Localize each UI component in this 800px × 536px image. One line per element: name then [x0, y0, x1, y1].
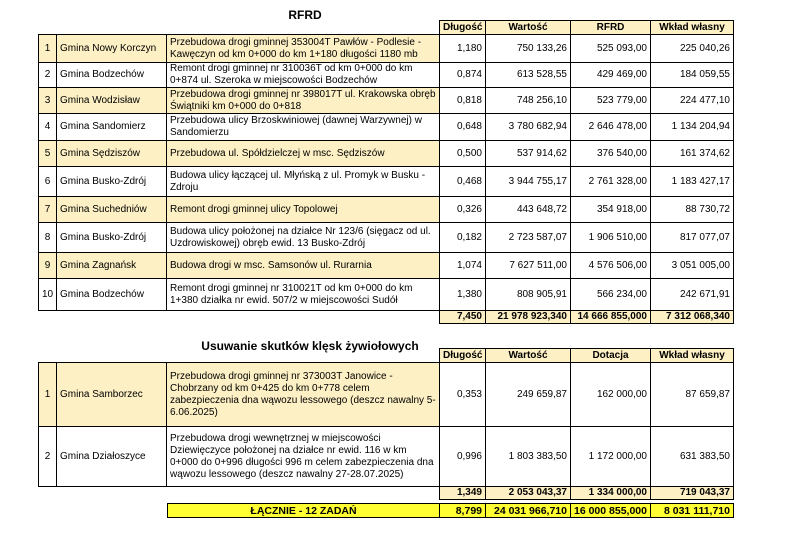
- task-description-cell: Budowa drogi w msc. Samsonów ul. Rurarnia: [167, 253, 440, 279]
- table-row: [39, 223, 734, 253]
- own-contribution-cell: 631 383,50: [651, 427, 734, 487]
- klesk-header-blank: [39, 349, 57, 363]
- klesk-total-blank: [57, 487, 167, 500]
- municipality-cell: Gmina Wodzisław: [57, 88, 167, 114]
- municipality-cell: Gmina Busko-Zdrój: [57, 223, 167, 253]
- rfrd-title: RFRD: [288, 8, 322, 22]
- klesk-header-row: [39, 349, 734, 363]
- rfrd-total-blank: [57, 311, 167, 324]
- grand-total-row: [168, 504, 734, 518]
- task-description-cell: Budowa ulicy łączącej ul. Młyńską z ul. Promyk w Busku - Zdroju: [167, 167, 440, 197]
- rfrd-header-blank: [39, 21, 57, 35]
- rfrd-table: [38, 20, 734, 324]
- task-description-cell: Przebudowa drogi gminnej nr 373003T Janowice - Chobrzany od km 0+425 do km 0+778 celem zabezpieczenia dna wąwozu lessowego (deszcz nawalny 5-6.06.2025): [167, 363, 440, 427]
- table-row: [39, 141, 734, 167]
- table-row: [39, 63, 734, 88]
- value-cell: 748 256,10: [486, 88, 571, 114]
- municipality-cell: Gmina Działoszyce: [57, 427, 167, 487]
- klesk-total-fund: 1 334 000,00: [571, 487, 651, 500]
- own-contribution-cell: 242 671,91: [651, 279, 734, 311]
- klesk-title: Usuwanie skutków klęsk żywiołowych: [201, 339, 419, 353]
- fund-cell: 4 576 506,00: [571, 253, 651, 279]
- row-number: 5: [39, 141, 57, 167]
- task-description-cell: Remont drogi gminnej nr 310036T od km 0+000 do km 0+874 ul. Szeroka w miejscowości Bodzechów: [167, 63, 440, 88]
- municipality-cell: Gmina Sandomierz: [57, 114, 167, 141]
- row-number: 1: [39, 35, 57, 63]
- length-cell: 0,353: [440, 363, 486, 427]
- length-cell: 0,468: [440, 167, 486, 197]
- value-cell: 537 914,62: [486, 141, 571, 167]
- own-contribution-cell: 87 659,87: [651, 363, 734, 427]
- value-cell: 443 648,72: [486, 197, 571, 223]
- row-number: 4: [39, 114, 57, 141]
- fund-cell: 1 906 510,00: [571, 223, 651, 253]
- rfrd-header-value: Wartość: [486, 21, 571, 35]
- municipality-cell: Gmina Busko-Zdrój: [57, 167, 167, 197]
- klesk-header-blank: [167, 349, 440, 363]
- rfrd-total-blank: [167, 311, 440, 324]
- municipality-cell: Gmina Bodzechów: [57, 279, 167, 311]
- length-cell: 1,180: [440, 35, 486, 63]
- row-number: 2: [39, 63, 57, 88]
- fund-cell: 525 093,00: [571, 35, 651, 63]
- own-contribution-cell: 3 051 005,00: [651, 253, 734, 279]
- row-number: 6: [39, 167, 57, 197]
- klesk-total-blank: [39, 487, 57, 500]
- table-row: [39, 88, 734, 114]
- grand-total-rfrd: 16 000 855,000: [571, 504, 651, 518]
- value-cell: 613 528,55: [486, 63, 571, 88]
- value-cell: 3 780 682,94: [486, 114, 571, 141]
- table-row: [39, 279, 734, 311]
- rfrd-header-blank: [167, 21, 440, 35]
- klesk-header-blank: [57, 349, 167, 363]
- rfrd-header-fund: RFRD: [571, 21, 651, 35]
- length-cell: 0,182: [440, 223, 486, 253]
- table-row: [39, 167, 734, 197]
- table-row: [39, 253, 734, 279]
- value-cell: 2 723 587,07: [486, 223, 571, 253]
- klesk-header-value: Wartość: [486, 349, 571, 363]
- own-contribution-cell: 184 059,55: [651, 63, 734, 88]
- fund-cell: 566 234,00: [571, 279, 651, 311]
- task-description-cell: Przebudowa drogi gminnej nr 398017T ul. Krakowska obręb Świątniki km 0+000 do 0+818: [167, 88, 440, 114]
- value-cell: 3 944 755,17: [486, 167, 571, 197]
- rfrd-total-value: 21 978 923,340: [486, 311, 571, 324]
- value-cell: 750 133,26: [486, 35, 571, 63]
- municipality-cell: Gmina Nowy Korczyn: [57, 35, 167, 63]
- fund-cell: 523 779,00: [571, 88, 651, 114]
- rfrd-total-own: 7 312 068,340: [651, 311, 734, 324]
- task-description-cell: Budowa ulicy położonej na działce Nr 123/6 (sięgacz od ul. Uzdrowiskowej) obręb ewid. 13 Busko-Zdrój: [167, 223, 440, 253]
- grand-total-value: 24 031 966,710: [486, 504, 571, 518]
- fund-cell: 162 000,00: [571, 363, 651, 427]
- grand-total-length: 8,799: [440, 504, 486, 518]
- table-row: [39, 114, 734, 141]
- rfrd-total-fund: 14 666 855,000: [571, 311, 651, 324]
- klesk-header-own: Wkład własny: [651, 349, 734, 363]
- row-number: 3: [39, 88, 57, 114]
- length-cell: 0,818: [440, 88, 486, 114]
- value-cell: 1 803 383,50: [486, 427, 571, 487]
- klesk-total-value: 2 053 043,37: [486, 487, 571, 500]
- rfrd-total-row: [39, 311, 734, 324]
- table-row: [39, 363, 734, 427]
- own-contribution-cell: 224 477,10: [651, 88, 734, 114]
- value-cell: 7 627 511,00: [486, 253, 571, 279]
- fund-cell: 1 172 000,00: [571, 427, 651, 487]
- klesk-total-own: 719 043,37: [651, 487, 734, 500]
- municipality-cell: Gmina Sędziszów: [57, 141, 167, 167]
- length-cell: 0,500: [440, 141, 486, 167]
- task-description-cell: Przebudowa drogi wewnętrznej w miejscowości Dziewięczyce położonej na działce nr ewid. 116 w km 0+000 do 0+996 długości 996 m celem zabezpieczenia dna wąwozu lessowego (deszcz nawalny 27-28.07.2025): [167, 427, 440, 487]
- rfrd-header-blank: [57, 21, 167, 35]
- own-contribution-cell: 225 040,26: [651, 35, 734, 63]
- own-contribution-cell: 1 134 204,94: [651, 114, 734, 141]
- rfrd-header-own: Wkład własny: [651, 21, 734, 35]
- own-contribution-cell: 817 077,07: [651, 223, 734, 253]
- own-contribution-cell: 88 730,72: [651, 197, 734, 223]
- row-number: 2: [39, 427, 57, 487]
- value-cell: 249 659,87: [486, 363, 571, 427]
- row-number: 7: [39, 197, 57, 223]
- fund-cell: 354 918,00: [571, 197, 651, 223]
- rfrd-total-length: 7,450: [440, 311, 486, 324]
- klesk-header-fund: Dotacja: [571, 349, 651, 363]
- row-number: 1: [39, 363, 57, 427]
- rfrd-total-blank: [39, 311, 57, 324]
- task-description-cell: Remont drogi gminnej ulicy Topolowej: [167, 197, 440, 223]
- task-description-cell: Remont drogi gminnej nr 310021T od km 0+000 do km 1+380 działka nr ewid. 507/2 w miejscowości Sudół: [167, 279, 440, 311]
- klesk-table: [38, 348, 734, 500]
- value-cell: 808 905,91: [486, 279, 571, 311]
- length-cell: 1,074: [440, 253, 486, 279]
- own-contribution-cell: 1 183 427,17: [651, 167, 734, 197]
- length-cell: 1,380: [440, 279, 486, 311]
- rfrd-header-length: Długość: [440, 21, 486, 35]
- task-description-cell: Przebudowa ul. Spółdzielczej w msc. Sędziszów: [167, 141, 440, 167]
- municipality-cell: Gmina Samborzec: [57, 363, 167, 427]
- grand-total-table: [167, 503, 734, 518]
- length-cell: 0,648: [440, 114, 486, 141]
- own-contribution-cell: 161 374,62: [651, 141, 734, 167]
- rfrd-header-row: [39, 21, 734, 35]
- task-description-cell: Przebudowa drogi gminnej 353004T Pawłów - Podlesie - Kawęczyn od km 0+000 do km 1+180 długości 1180 mb: [167, 35, 440, 63]
- municipality-cell: Gmina Zagnańsk: [57, 253, 167, 279]
- grand-total-label: ŁĄCZNIE - 12 ZADAŃ: [168, 504, 440, 518]
- table-row: [39, 427, 734, 487]
- row-number: 9: [39, 253, 57, 279]
- klesk-total-blank: [167, 487, 440, 500]
- klesk-total-length: 1,349: [440, 487, 486, 500]
- fund-cell: 376 540,00: [571, 141, 651, 167]
- row-number: 8: [39, 223, 57, 253]
- grand-total-own: 8 031 111,710: [651, 504, 734, 518]
- row-number: 10: [39, 279, 57, 311]
- table-row: [39, 35, 734, 63]
- length-cell: 0,996: [440, 427, 486, 487]
- task-description-cell: Przebudowa ulicy Brzoskwiniowej (dawnej Warzywnej) w Sandomierzu: [167, 114, 440, 141]
- klesk-total-row: [39, 487, 734, 500]
- length-cell: 0,874: [440, 63, 486, 88]
- fund-cell: 2 761 328,00: [571, 167, 651, 197]
- municipality-cell: Gmina Suchedniów: [57, 197, 167, 223]
- table-row: [39, 197, 734, 223]
- fund-cell: 2 646 478,00: [571, 114, 651, 141]
- klesk-header-length: Długość: [440, 349, 486, 363]
- municipality-cell: Gmina Bodzechów: [57, 63, 167, 88]
- fund-cell: 429 469,00: [571, 63, 651, 88]
- length-cell: 0,326: [440, 197, 486, 223]
